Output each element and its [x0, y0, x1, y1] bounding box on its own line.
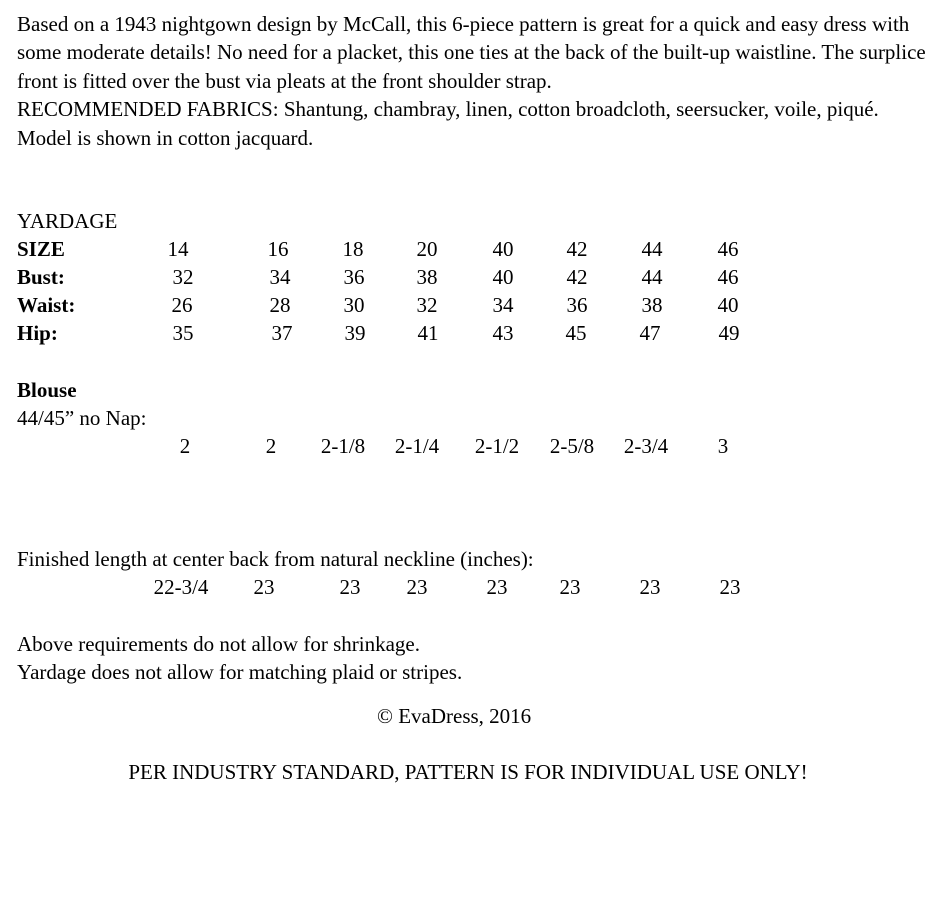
- table-cell: 40: [492, 265, 514, 289]
- finished-length-label: Finished length at center back from natural neckline (inches):: [17, 547, 534, 571]
- table-cell: 2-5/8: [549, 434, 595, 458]
- table-cell: 2-1/8: [320, 434, 366, 458]
- table-cell: 28: [269, 293, 291, 317]
- table-cell: 43: [492, 321, 514, 345]
- table-cell: 44: [641, 265, 663, 289]
- row-label-bust: Bust:: [17, 265, 65, 289]
- table-cell: 2: [265, 434, 277, 458]
- table-cell: 23: [639, 575, 661, 599]
- table-cell: 32: [172, 265, 194, 289]
- row-label-hip: Hip:: [17, 321, 58, 345]
- table-cell: 22-3/4: [153, 575, 209, 599]
- table-cell: 34: [269, 265, 291, 289]
- table-cell: 42: [566, 237, 588, 261]
- copyright: © EvaDress, 2016: [377, 704, 532, 728]
- table-cell: 38: [641, 293, 663, 317]
- table-cell: 2-1/2: [474, 434, 520, 458]
- table-cell: 23: [486, 575, 508, 599]
- table-cell: 23: [253, 575, 275, 599]
- table-cell: 2: [179, 434, 191, 458]
- table-cell: 14: [167, 237, 189, 261]
- table-cell: 20: [416, 237, 438, 261]
- table-cell: 47: [639, 321, 661, 345]
- table-cell: 44: [641, 237, 663, 261]
- note-shrinkage: Above requirements do not allow for shrinkage.: [17, 632, 420, 656]
- table-cell: 38: [416, 265, 438, 289]
- table-cell: 18: [342, 237, 364, 261]
- table-cell: 40: [717, 293, 739, 317]
- table-cell: 32: [416, 293, 438, 317]
- row-label-size: SIZE: [17, 237, 65, 261]
- table-cell: 23: [719, 575, 741, 599]
- fabrics-paragraph: RECOMMENDED FABRICS: Shantung, chambray, linen, cotton broadcloth, seersucker, voile, piqué. Model is shown in cotton jacquard.: [17, 97, 879, 150]
- table-cell: 45: [565, 321, 587, 345]
- table-cell: 41: [417, 321, 439, 345]
- table-cell: 2-3/4: [623, 434, 669, 458]
- intro-block: [17, 10, 927, 152]
- table-cell: 36: [566, 293, 588, 317]
- table-cell: 3: [717, 434, 729, 458]
- note-plaid: Yardage does not allow for matching plaid or stripes.: [17, 660, 463, 684]
- blouse-fabric-label: 44/45” no Nap:: [17, 406, 147, 430]
- usage-notice: PER INDUSTRY STANDARD, PATTERN IS FOR INDIVIDUAL USE ONLY!: [128, 760, 808, 784]
- table-cell: 23: [559, 575, 581, 599]
- table-cell: 36: [343, 265, 365, 289]
- table-cell: 35: [172, 321, 194, 345]
- table-cell: 40: [492, 237, 514, 261]
- table-cell: 49: [718, 321, 740, 345]
- description-paragraph: Based on a 1943 nightgown design by McCall, this 6-piece pattern is great for a quick and easy dress with some moderate details! No need for a placket, this one ties at the back of the built-up waistline. The surplice front is fitted over the bust via pleats at the front shoulder strap.: [17, 12, 926, 93]
- row-label-waist: Waist:: [17, 293, 76, 317]
- table-cell: 26: [171, 293, 193, 317]
- table-cell: 16: [267, 237, 289, 261]
- blouse-heading: Blouse: [17, 378, 77, 402]
- table-cell: 46: [717, 265, 739, 289]
- yardage-heading: YARDAGE: [17, 209, 118, 233]
- table-cell: 46: [717, 237, 739, 261]
- table-cell: 39: [344, 321, 366, 345]
- table-cell: 2-1/4: [394, 434, 440, 458]
- table-cell: 23: [339, 575, 361, 599]
- table-cell: 42: [566, 265, 588, 289]
- table-cell: 30: [343, 293, 365, 317]
- table-cell: 34: [492, 293, 514, 317]
- table-cell: 23: [406, 575, 428, 599]
- table-cell: 37: [271, 321, 293, 345]
